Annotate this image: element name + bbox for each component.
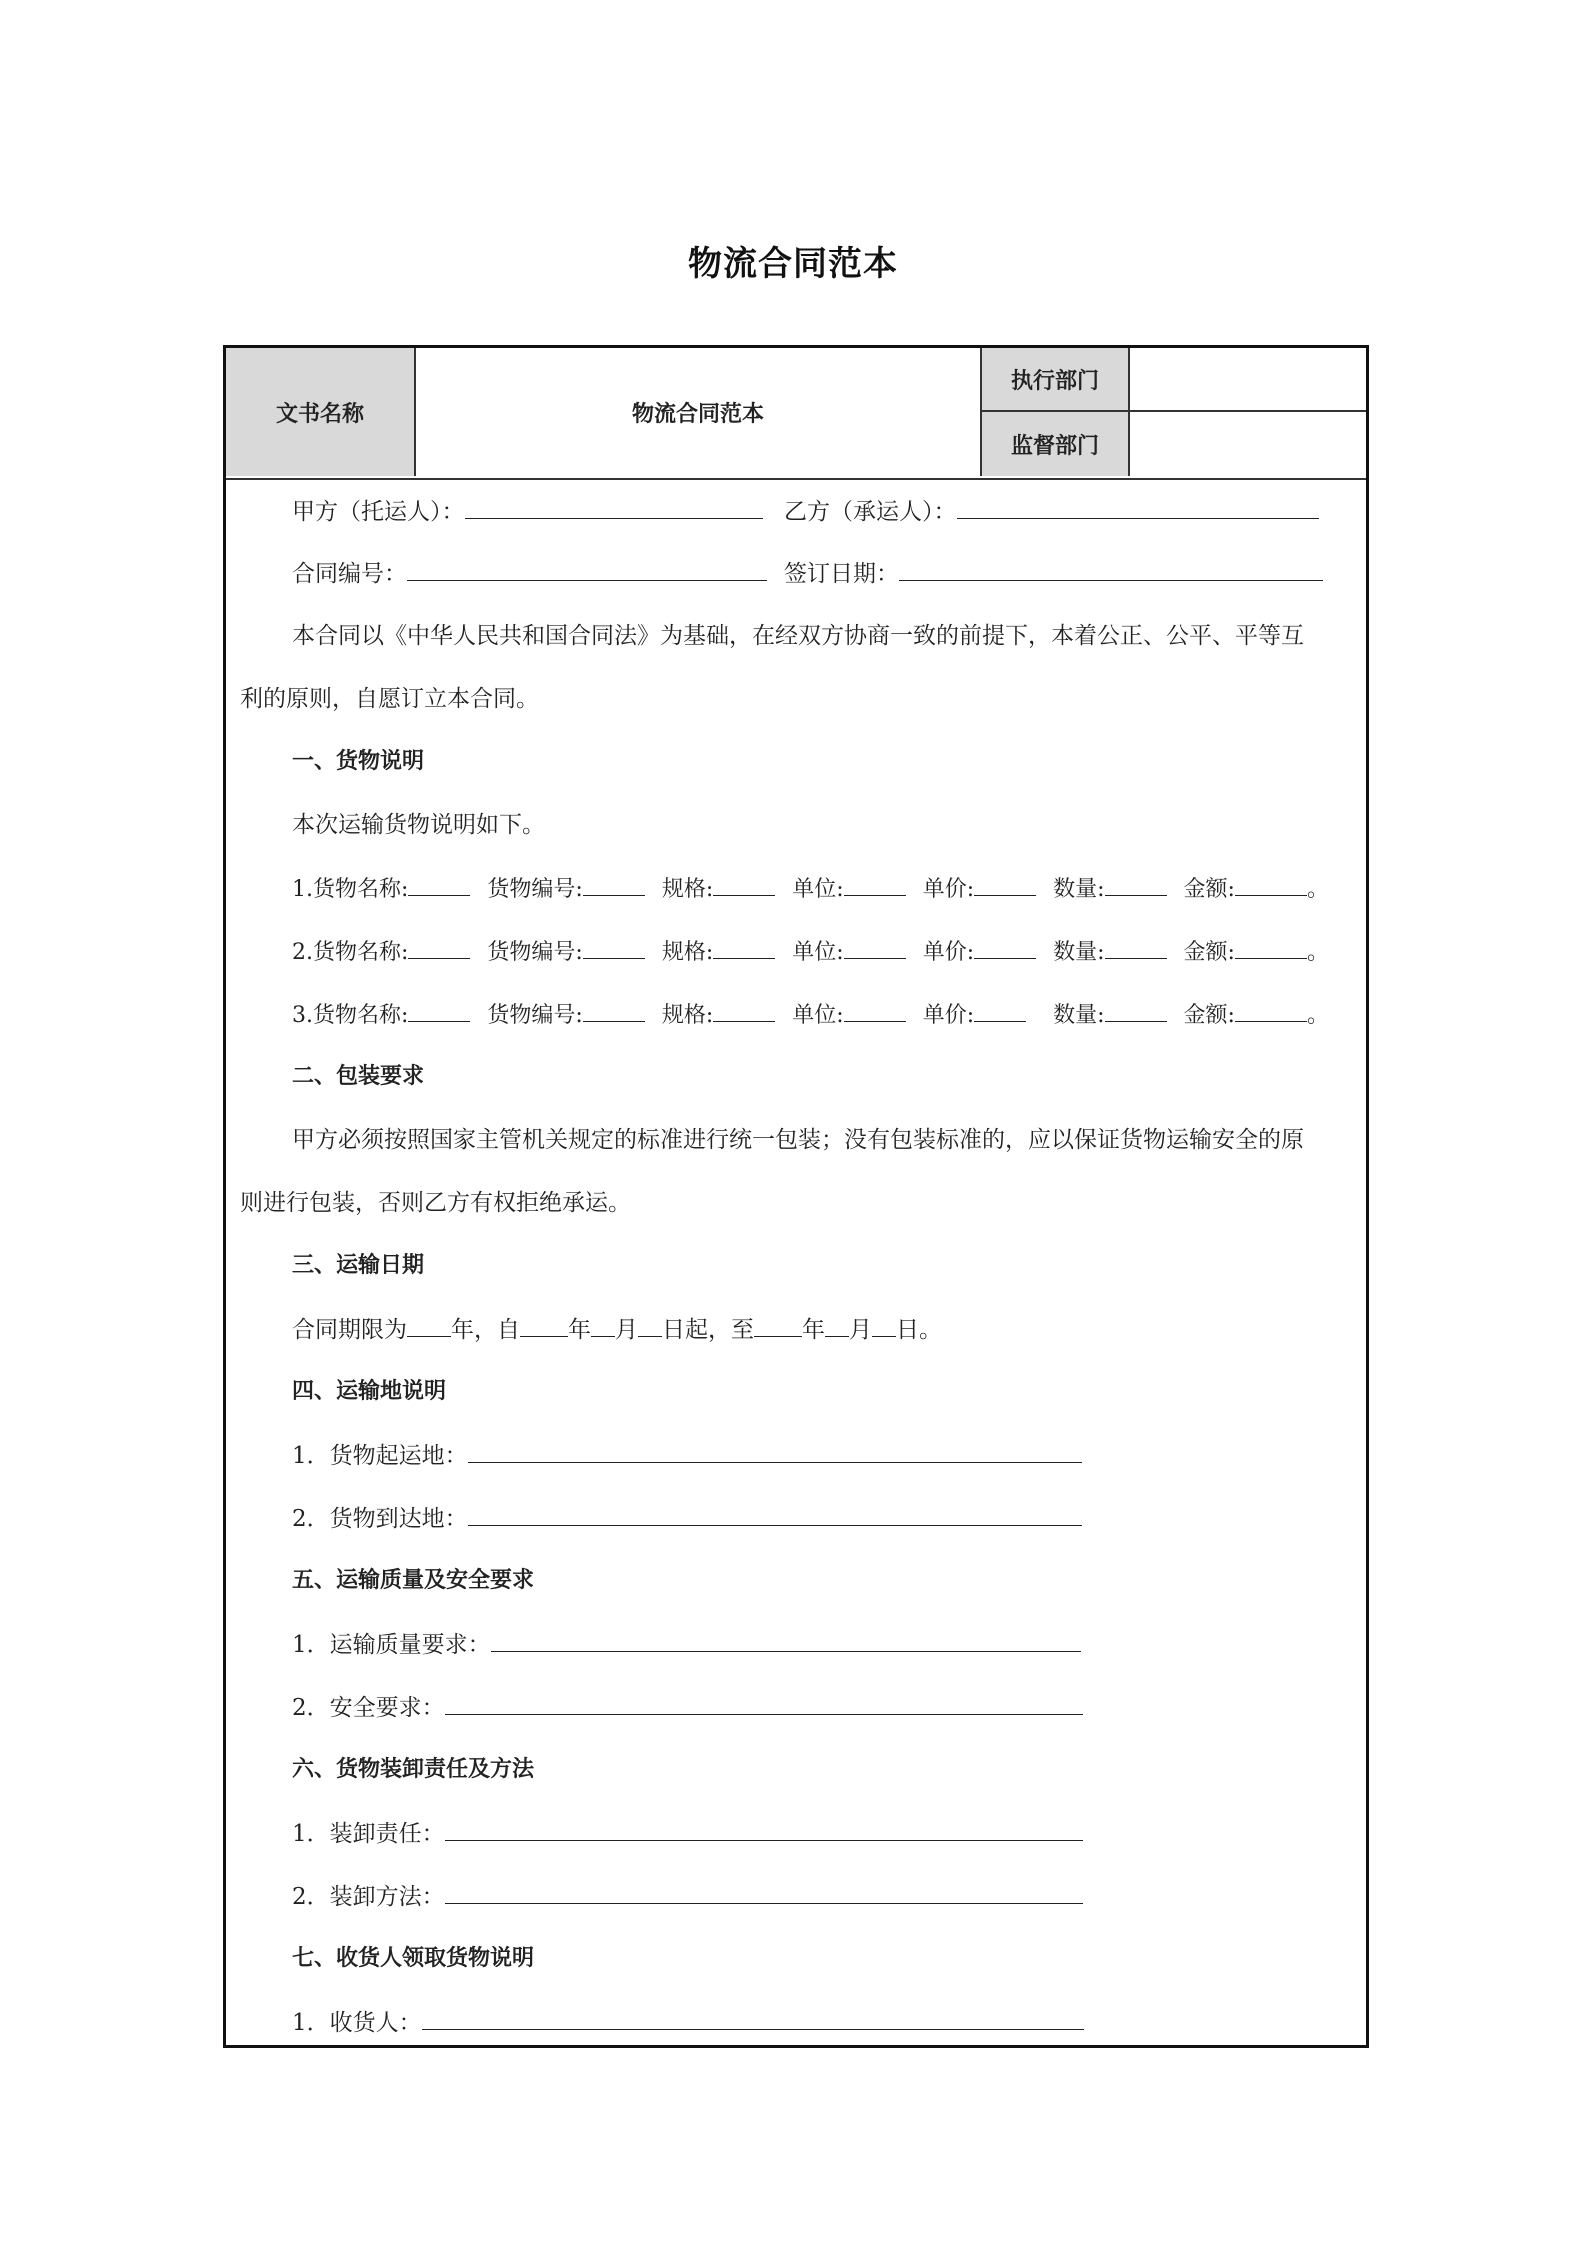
header-table (226, 348, 1366, 480)
section-4-heading: 四、运输地说明 (292, 1379, 447, 1404)
party-b-field[interactable] (957, 496, 1319, 519)
origin-row (292, 1440, 1082, 1471)
goods-spec-field[interactable] (713, 999, 775, 1022)
goods-row-end: 。 (1306, 1003, 1329, 1028)
period-text: 合同期限为 (292, 1317, 407, 1343)
safety-field[interactable] (445, 1692, 1083, 1715)
party-a-label: 甲方（托运人）： (292, 499, 465, 525)
goods-row-end: 。 (1306, 940, 1329, 965)
start-month-field[interactable] (591, 1314, 615, 1337)
goods-spec-field[interactable] (713, 873, 775, 896)
start-year-field[interactable] (520, 1314, 568, 1337)
goods-row-num: 1. (292, 877, 313, 902)
section-1-heading: 一、货物说明 (292, 749, 425, 774)
loading-duty-label: 1．装卸责任： (292, 1821, 445, 1847)
goods-code-label: 货物编号: (487, 1003, 583, 1028)
goods-spec-label: 规格: (661, 940, 714, 965)
goods-code-label: 货物编号: (487, 877, 583, 902)
section-2-heading: 二、包装要求 (292, 1064, 425, 1089)
sign-date-row (784, 558, 1323, 589)
consignee-row (292, 2007, 1084, 2038)
origin-field[interactable] (468, 1440, 1082, 1463)
exec-dept-field[interactable] (1130, 348, 1366, 412)
goods-unit-field[interactable] (844, 936, 906, 959)
page-title: 物流合同范本 (688, 244, 898, 284)
contract-no-field[interactable] (407, 558, 767, 581)
safety-row (292, 1692, 1083, 1723)
period-text: 日。 (896, 1317, 942, 1343)
start-day-field[interactable] (638, 1314, 662, 1337)
goods-row-1 (292, 873, 1329, 905)
goods-name-field[interactable] (408, 936, 470, 959)
period-text: 年 (568, 1317, 591, 1343)
goods-price-field[interactable] (974, 873, 1036, 896)
loading-method-row (292, 1881, 1083, 1912)
section-3-heading: 三、运输日期 (292, 1253, 425, 1278)
destination-row (292, 1503, 1082, 1534)
goods-unit-label: 单位: (792, 940, 844, 965)
goods-price-label: 单价: (922, 877, 975, 902)
end-month-field[interactable] (825, 1314, 849, 1337)
quality-row (292, 1629, 1081, 1660)
party-b-label: 乙方（承运人）： (784, 499, 957, 525)
exec-dept-label: 执行部门 (982, 348, 1130, 412)
supervise-dept-field[interactable] (1130, 412, 1366, 476)
safety-label: 2．安全要求： (292, 1695, 445, 1721)
goods-name-label: 货物名称: (313, 940, 409, 965)
contract-period-row (292, 1314, 942, 1345)
goods-unit-field[interactable] (844, 873, 906, 896)
goods-spec-label: 规格: (661, 877, 714, 902)
section-7-heading: 七、收货人领取货物说明 (292, 1946, 535, 1971)
section-5-heading: 五、运输质量及安全要求 (292, 1568, 535, 1593)
party-b-row (784, 496, 1319, 527)
goods-amount-label: 金额: (1183, 1003, 1235, 1028)
period-text: 月 (849, 1317, 872, 1343)
goods-unit-label: 单位: (792, 877, 844, 902)
goods-price-label: 单价: (922, 940, 975, 965)
goods-name-label: 货物名称: (313, 877, 409, 902)
goods-spec-field[interactable] (713, 936, 775, 959)
origin-label: 1．货物起运地： (292, 1443, 468, 1469)
goods-price-field[interactable] (974, 999, 1026, 1022)
goods-unit-label: 单位: (792, 1003, 844, 1028)
supervise-dept-label: 监督部门 (982, 412, 1130, 476)
period-text: 月 (615, 1317, 638, 1343)
goods-qty-field[interactable] (1105, 999, 1167, 1022)
goods-amount-label: 金额: (1183, 940, 1235, 965)
quality-label: 1．运输质量要求： (292, 1632, 491, 1658)
loading-method-label: 2．装卸方法： (292, 1884, 445, 1910)
goods-qty-label: 数量: (1053, 877, 1105, 902)
goods-row-2 (292, 936, 1329, 968)
doc-name-label: 文书名称 (226, 348, 416, 476)
period-text: 年，自 (451, 1317, 520, 1343)
loading-duty-row (292, 1818, 1083, 1849)
section-1-text: 本次运输货物说明如下。 (292, 812, 545, 838)
goods-row-end: 。 (1306, 877, 1329, 902)
consignee-label: 1．收货人： (292, 2010, 422, 2036)
goods-row-num: 3. (292, 1003, 313, 1028)
goods-qty-field[interactable] (1105, 873, 1167, 896)
goods-amount-field[interactable] (1235, 999, 1307, 1022)
goods-price-field[interactable] (974, 936, 1036, 959)
goods-spec-label: 规格: (661, 1003, 714, 1028)
goods-amount-label: 金额: (1183, 877, 1235, 902)
contract-form (223, 345, 1369, 2048)
goods-code-label: 货物编号: (487, 940, 583, 965)
section-6-heading: 六、货物装卸责任及方法 (292, 1757, 535, 1782)
intro-line-2: 利的原则，自愿订立本合同。 (240, 686, 539, 712)
intro-line-1: 本合同以《中华人民共和国合同法》为基础，在经双方协商一致的前提下，本着公正、公平、平等互 (292, 623, 1304, 649)
goods-price-label: 单价: (922, 1003, 975, 1028)
goods-code-field[interactable] (583, 936, 645, 959)
sign-date-label: 签订日期： (784, 561, 899, 587)
goods-row-3 (292, 999, 1329, 1031)
goods-qty-label: 数量: (1053, 940, 1105, 965)
goods-code-field[interactable] (583, 999, 645, 1022)
goods-qty-label: 数量: (1053, 1003, 1105, 1028)
goods-name-label: 货物名称: (313, 1003, 409, 1028)
period-text: 日起，至 (662, 1317, 754, 1343)
loading-duty-field[interactable] (445, 1818, 1083, 1841)
doc-name-value: 物流合同范本 (416, 348, 982, 476)
consignee-field[interactable] (422, 2007, 1084, 2030)
section-2-line-1: 甲方必须按照国家主管机关规定的标准进行统一包装；没有包装标准的，应以保证货物运输安全的原 (292, 1127, 1304, 1153)
party-a-row (292, 496, 763, 527)
goods-qty-field[interactable] (1105, 936, 1167, 959)
goods-name-field[interactable] (408, 873, 470, 896)
goods-row-num: 2. (292, 940, 313, 965)
period-text: 年 (802, 1317, 825, 1343)
section-2-line-2: 则进行包装，否则乙方有权拒绝承运。 (240, 1190, 631, 1216)
destination-label: 2．货物到达地： (292, 1506, 468, 1532)
goods-name-field[interactable] (408, 999, 470, 1022)
goods-amount-field[interactable] (1235, 936, 1307, 959)
quality-field[interactable] (491, 1629, 1081, 1652)
period-years-field[interactable] (407, 1314, 451, 1337)
goods-amount-field[interactable] (1235, 873, 1307, 896)
goods-unit-field[interactable] (844, 999, 906, 1022)
goods-code-field[interactable] (583, 873, 645, 896)
contract-no-row (292, 558, 767, 589)
end-year-field[interactable] (754, 1314, 802, 1337)
sign-date-field[interactable] (899, 558, 1323, 581)
end-day-field[interactable] (872, 1314, 896, 1337)
destination-field[interactable] (468, 1503, 1082, 1526)
party-a-field[interactable] (465, 496, 763, 519)
contract-no-label: 合同编号： (292, 561, 407, 587)
loading-method-field[interactable] (445, 1881, 1083, 1904)
